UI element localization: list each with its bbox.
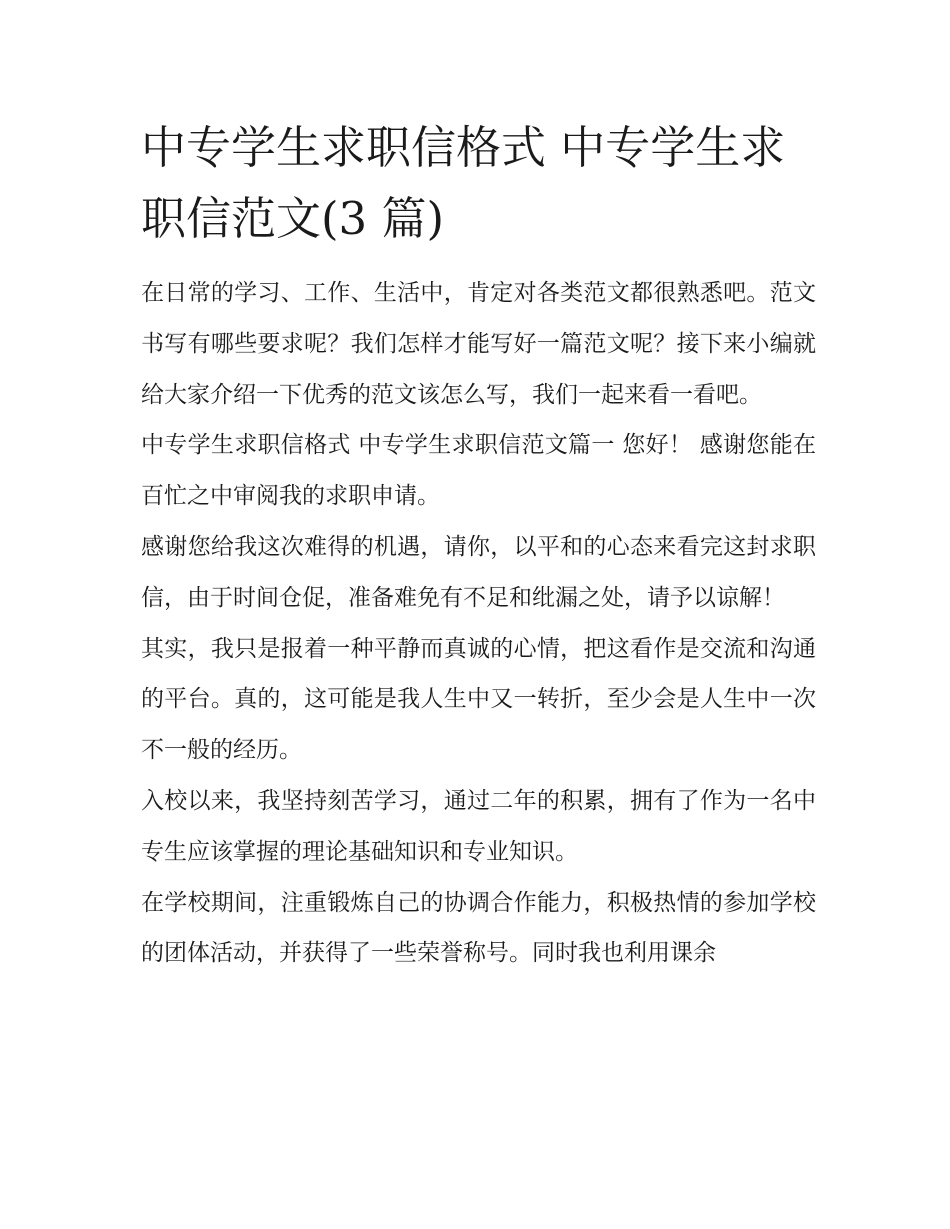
document-content [141,112,816,979]
paragraph-thanks: 感谢您给我这次难得的机遇，请你，以平和的心态来看完这封求职信，由于时间仓促，准备难免有不足和纰漏之处，请予以谅解！ [141,533,816,611]
paragraph-attitude: 其实，我只是报着一种平静而真诚的心情，把这看作是交流和沟通的平台。真的，这可能是我人生中又一转折，至少会是人生中一次不一般的经历。 [141,635,816,764]
paragraph-study: 入校以来，我坚持刻苦学习，通过二年的积累，拥有了作为一名中专生应该掌握的理论基础知识和专业知识。 [141,787,816,865]
paragraph-intro: 在日常的学习、工作、生活中，肯定对各类范文都很熟悉吧。范文书写有哪些要求呢？我们怎样才能写好一篇范文呢？接下来小编就给大家介绍一下优秀的范文该怎么写，我们一起来看一看吧。 [141,280,816,408]
document-body [141,268,816,979]
paragraph-greeting: 中专学生求职信格式 中专学生求职信范文篇一 您好！ 感谢您能在百忙之中审阅我的求职申请。 [141,432,816,510]
document-title: 中专学生求职信格式 中专学生求职信范文(3 篇) [141,121,786,245]
paragraph-activities: 在学校期间，注重锻炼自己的协调合作能力，积极热情的参加学校的团体活动，并获得了一些荣誉称号。同时我也利用课余 [141,889,816,967]
